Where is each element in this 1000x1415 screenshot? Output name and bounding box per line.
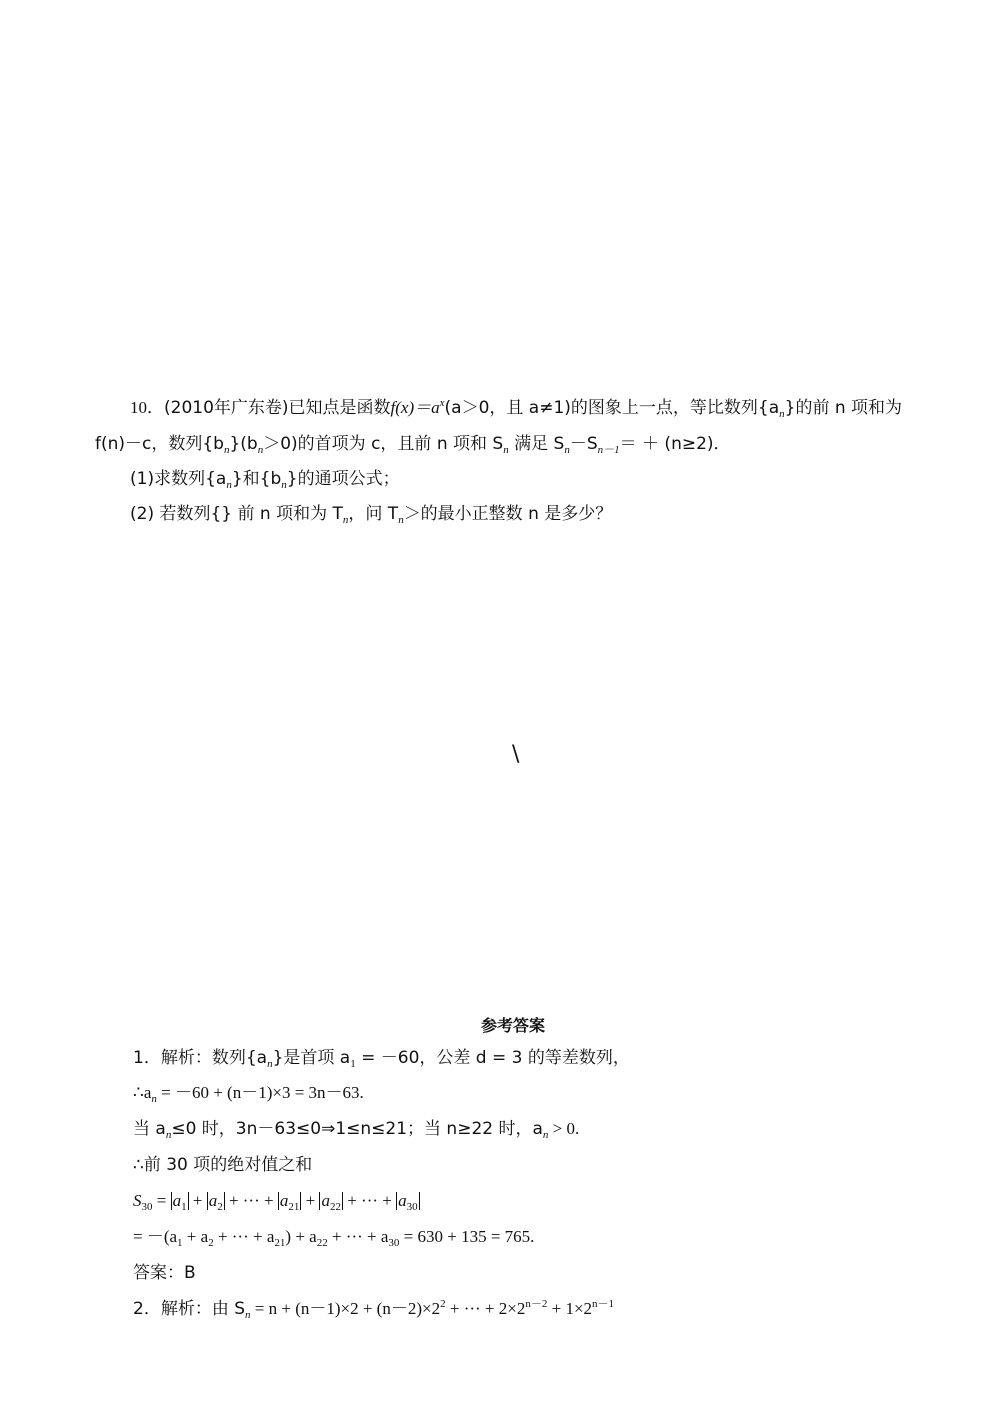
question-10-part-1: (1)求数列$\{a_n\}$和$\{b_n\}$的通项公式； — [130, 469, 400, 491]
abs-term-21: $a_{21}$ — [279, 1191, 300, 1213]
abs-term-1: $a_1$ — [172, 1191, 187, 1213]
answer-1-line-2: $\therefore a_n = -60 + (n-1)\times 3 = 3n-63$. — [133, 1083, 364, 1105]
question-10-line-2: f(n)－c，数列$\{b_n\}(b_n>0)$的首项为 c，且前 n 项和 $S_n$ 满足 $S_n-S_{n-1}= + (n\ge 2)$． — [95, 434, 731, 456]
answer-1-line-5: $S_{30} = a_1 + a_2$ + ··· + $a_{21} + a_{22}$ + ··· + $a_{30}$ — [133, 1191, 418, 1213]
abs-term-2: $a_2$ — [208, 1191, 223, 1213]
question-number: 10． — [130, 398, 164, 417]
answer-1-final: 答案：B — [133, 1263, 196, 1283]
stray-backslash-mark: \ — [512, 742, 520, 767]
answer-1-line-1: 1．解析：数列$\{a_n\}$是首项 $a_1 = -60$，公差 d = 3 的等差数列， — [133, 1048, 630, 1070]
abs-term-30: $a_{30}$ — [398, 1191, 418, 1213]
answers-heading: 参考答案 — [481, 1016, 546, 1035]
question-10-part-2: (2) 若数列{} 前 n 项和为 $T_n$，问 $T_n>$的最小正整数 n 是多少？ — [130, 504, 613, 526]
question-10-line-1: 10．(2010年广东卷)已知点是函数$f(x)=a^x(a>0$，且 a≠1)的图象上一点，等比数列$\{a_n\}$的前 n 项和为 — [130, 397, 903, 420]
answer-2-line-1: 2．解析：由 $S_n = n + (n-1)\times 2 + (n-2)\times 2^2$ + ··· + $2\times 2^{n-2} + 1\times 2^{n-1}$ — [133, 1298, 615, 1321]
answer-1-line-6: = $-(a_1 + a_2$ + ··· + $a_{21}) + a_{22}$ + ··· + $a_{30} = 630 + 135 = 765$. — [133, 1227, 535, 1249]
question-source: (2010年广东卷) — [164, 398, 289, 418]
abs-term-22: $a_{22}$ — [321, 1191, 341, 1213]
answer-1-line-4: ∴前 30 项的绝对值之和 — [133, 1155, 313, 1175]
answer-1-line-3: 当 $a_n\le 0$ 时，3n－63≤0⇒1≤n≤21；当 n≥22 时，$a_n > 0$. — [133, 1119, 580, 1141]
